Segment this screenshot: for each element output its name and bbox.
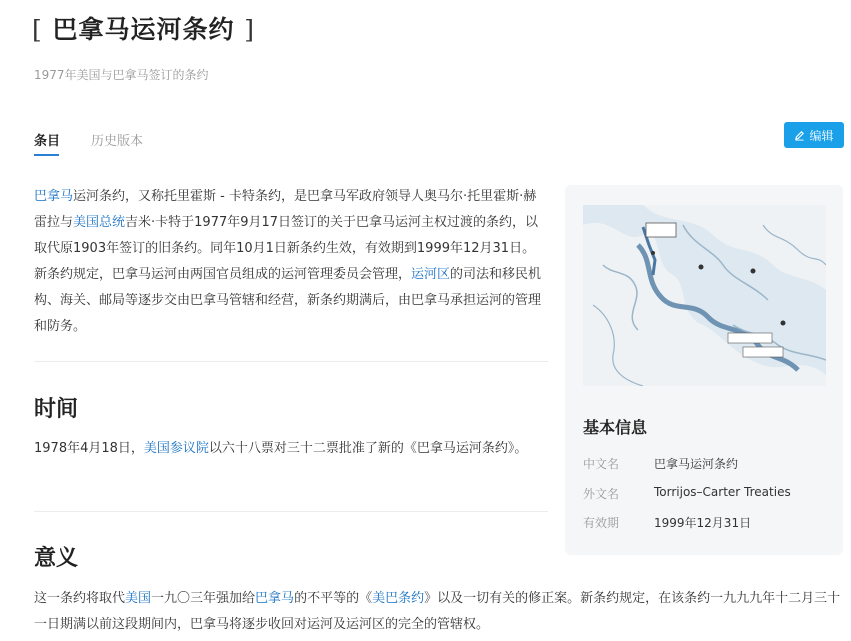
link-canal-zone[interactable]: 运河区	[411, 267, 451, 282]
section-heading-time: 时间	[34, 396, 79, 422]
link-usa[interactable]: 美国	[125, 591, 152, 606]
section-heading-significance: 意义	[34, 545, 79, 571]
link-panama-2[interactable]: 巴拿马	[255, 591, 295, 606]
intro-text-2: 吉米·卡特于1977年9月17日签订的关于巴拿马运河主权过渡的条约，以取代原1903年签订的旧条约。同年10月1日新条约生效，有效期到1999年12月31日。新条约规定，巴拿马运河由两国官员组成的运河管理委员会管理，	[34, 215, 539, 282]
time-text-2: 以六十八票对三十二票批准了新的《巴拿马运河条约》。	[208, 441, 528, 456]
divider	[34, 361, 548, 362]
edit-button-label: 编辑	[809, 128, 834, 143]
canal-map-image[interactable]	[583, 205, 826, 386]
intro-paragraph	[34, 184, 548, 340]
link-panama[interactable]: 巴拿马	[34, 189, 74, 204]
title-text: 巴拿马运河条约	[52, 15, 235, 44]
info-value: 巴拿马运河条约	[654, 457, 739, 471]
page-subtitle: 1977年美国与巴拿马签订的条约	[34, 68, 209, 82]
section-paragraph-significance	[34, 586, 848, 638]
map-illustration	[583, 205, 826, 386]
divider	[34, 511, 548, 512]
title-bracket-open: [	[32, 15, 43, 44]
info-key: 中文名	[583, 457, 620, 471]
sig-text-4: 》以及一切有关的修正案。新条约规定，在该条约一九九九年十二月三十一日期满以前这段期间内，巴拿马将逐步收回对运河及运河区的完全的管辖权。	[34, 591, 841, 632]
tab-entry[interactable]: 条目	[34, 130, 60, 149]
page-title	[32, 10, 255, 46]
pencil-icon	[794, 130, 805, 141]
edit-button[interactable]	[784, 122, 844, 148]
link-us-senate[interactable]: 美国参议院	[143, 441, 209, 456]
info-value: 1999年12月31日	[654, 516, 752, 530]
info-key: 外文名	[583, 487, 620, 501]
link-us-panama-treaty[interactable]: 美巴条约	[372, 591, 425, 606]
intro-text-1: 运河条约，又称托里霍斯 - 卡特条约，是巴拿马军政府领导人奥马尔·托里霍斯·赫雷拉与	[34, 189, 537, 230]
section-paragraph-time	[34, 436, 548, 462]
info-key: 有效期	[583, 516, 620, 530]
tab-history[interactable]: 历史版本	[91, 134, 144, 149]
title-bracket-close: ]	[244, 15, 255, 44]
time-text-1: 1978年4月18日，	[34, 441, 144, 456]
infobox-title: 基本信息	[583, 418, 648, 437]
intro-text-3: 的司法和移民机构、海关、邮局等逐步交由巴拿马管辖和经营，新条约期满后，由巴拿马承担运河的管理和防务。	[34, 267, 542, 334]
info-value: Torrijos–Carter Treaties	[654, 485, 791, 499]
link-us-president[interactable]: 美国总统	[73, 215, 126, 230]
sig-text-3: 的不平等的《	[294, 591, 373, 606]
infobox	[565, 185, 843, 555]
sig-text-2: 一九〇三年强加给	[151, 591, 256, 606]
sig-text-1: 这一条约将取代	[34, 591, 126, 606]
